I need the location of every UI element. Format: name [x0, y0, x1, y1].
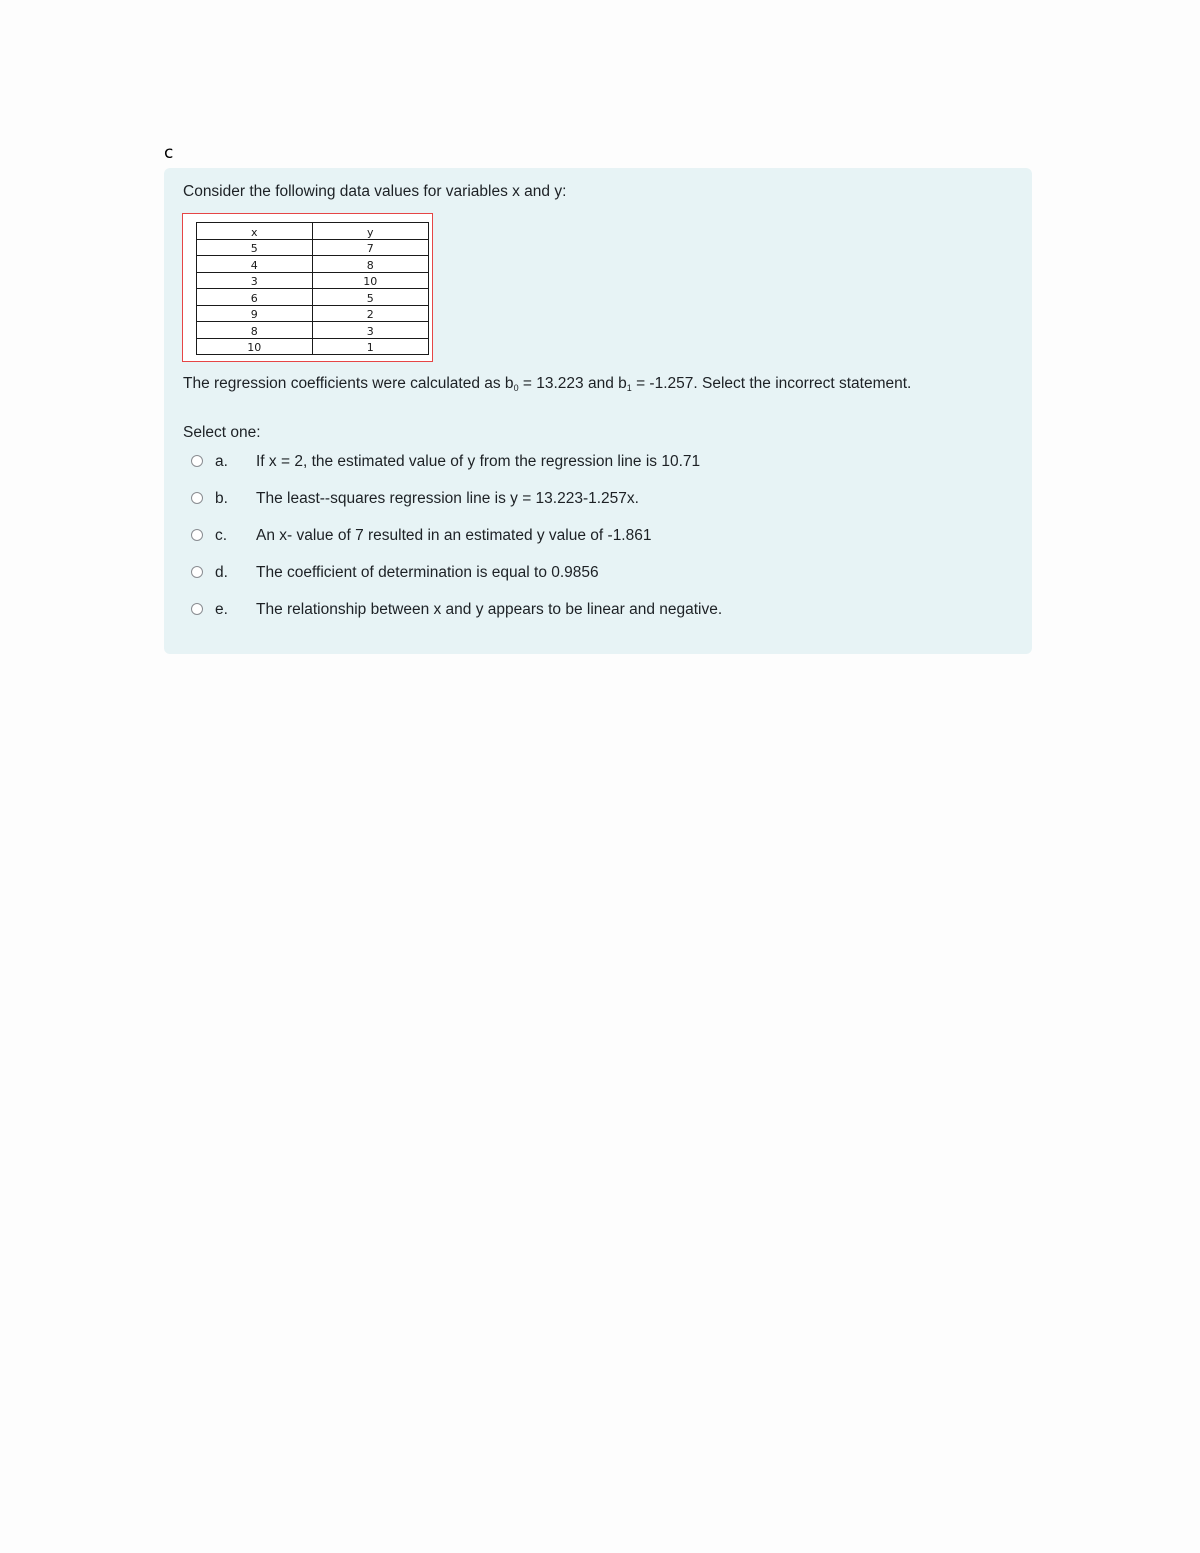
page-label: c — [164, 143, 174, 163]
table-cell-y: 8 — [312, 256, 429, 273]
table-cell-x: 4 — [197, 256, 313, 273]
b0-subscript: 0 — [513, 383, 519, 393]
radio-button[interactable] — [191, 603, 203, 615]
table-cell-x: 9 — [197, 305, 313, 322]
option-letter: d. — [215, 564, 228, 581]
table-row — [197, 322, 429, 339]
option-text[interactable]: The relationship between x and y appears to be linear and negative. — [256, 601, 723, 618]
option-letter: c. — [215, 527, 228, 544]
option-text[interactable]: If x = 2, the estimated value of y from the regression line is 10.71 — [256, 453, 701, 470]
coefficients-statement — [183, 374, 911, 394]
column-header-y: y — [312, 223, 429, 240]
table-cell-y: 7 — [312, 239, 429, 256]
table-row — [197, 338, 429, 355]
data-table — [196, 222, 429, 355]
answer-option-c[interactable] — [191, 526, 722, 563]
table-cell-y: 10 — [312, 272, 429, 289]
option-letter: e. — [215, 601, 228, 618]
answer-option-b[interactable] — [191, 489, 722, 526]
table-row — [197, 256, 429, 273]
answer-option-a[interactable] — [191, 452, 722, 489]
table-row — [197, 289, 429, 306]
table-row — [197, 272, 429, 289]
select-one-label: Select one: — [183, 424, 261, 441]
table-header-row — [197, 223, 429, 240]
option-text[interactable]: An x- value of 7 resulted in an estimated y value of -1.861 — [256, 527, 652, 544]
answer-option-e[interactable] — [191, 600, 722, 637]
table-row — [197, 305, 429, 322]
table-cell-y: 3 — [312, 322, 429, 339]
option-letter: b. — [215, 490, 228, 507]
b1-value-text: = -1.257. Select the incorrect statement. — [631, 375, 912, 392]
table-cell-y: 2 — [312, 305, 429, 322]
option-letter: a. — [215, 453, 228, 470]
table-cell-x: 3 — [197, 272, 313, 289]
radio-button[interactable] — [191, 455, 203, 467]
table-cell-y: 5 — [312, 289, 429, 306]
table-cell-x: 6 — [197, 289, 313, 306]
table-cell-x: 5 — [197, 239, 313, 256]
answer-options — [191, 452, 722, 637]
b1-subscript: 1 — [626, 383, 632, 393]
data-table-image — [182, 213, 433, 362]
question-prompt: Consider the following data values for variables x and y: — [183, 183, 567, 200]
table-row — [197, 239, 429, 256]
answer-option-d[interactable] — [191, 563, 722, 600]
radio-button[interactable] — [191, 566, 203, 578]
column-header-x: x — [197, 223, 313, 240]
table-cell-y: 1 — [312, 338, 429, 355]
radio-button[interactable] — [191, 492, 203, 504]
question-card — [164, 168, 1032, 654]
table-cell-x: 10 — [197, 338, 313, 355]
table-cell-x: 8 — [197, 322, 313, 339]
coefficients-lead: The regression coefficients were calculated as b — [183, 375, 514, 392]
radio-button[interactable] — [191, 529, 203, 541]
option-text[interactable]: The coefficient of determination is equal to 0.9856 — [256, 564, 599, 581]
b0-value-text: = 13.223 and b — [518, 375, 627, 392]
option-text[interactable]: The least--squares regression line is y = 13.223-1.257x. — [256, 490, 639, 507]
